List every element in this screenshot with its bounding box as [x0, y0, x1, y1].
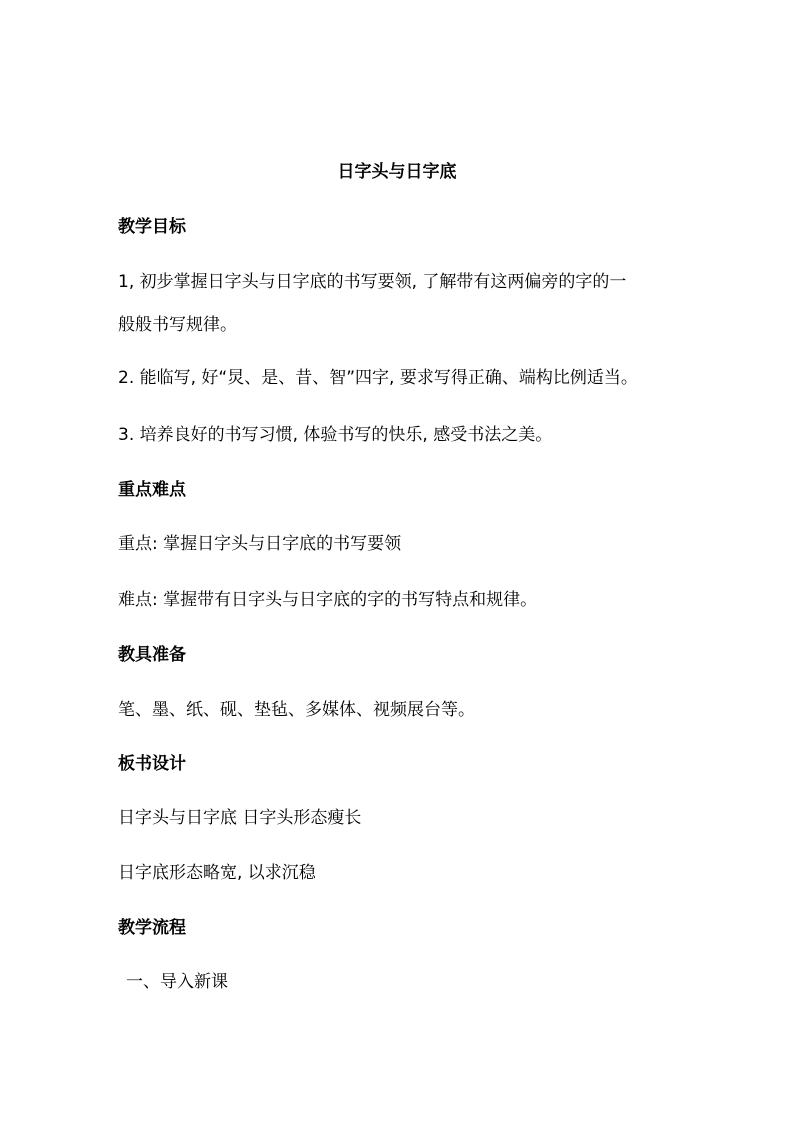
objective-2: 2. 能临写, 好“炅、是、昔、智”四字, 要求写得正确、端构比例适当。	[118, 368, 638, 388]
materials-text: 笔、墨、纸、砚、垫毡、多媒体、视频展台等。	[118, 700, 475, 720]
key-point-text: 重点: 掌握日字头与日字底的书写要领	[118, 534, 402, 554]
objectives-heading: 教学目标	[118, 217, 186, 237]
objective-1-line-1: 1, 初步掌握日字头与日字底的书写要领, 了解带有这两偏旁的字的一	[118, 272, 627, 292]
key-points-heading: 重点难点	[118, 480, 186, 500]
document-title: 日字头与日字底	[337, 162, 457, 182]
difficulty-text: 难点: 掌握带有日字头与日字底的字的书写特点和规律。	[118, 590, 538, 610]
process-heading: 教学流程	[118, 918, 186, 938]
board-design-line-2: 日字底形态略宽, 以求沉稳	[118, 863, 316, 883]
process-step-1: 一、导入新课	[126, 972, 228, 992]
objective-3: 3. 培养良好的书写习惯, 体验书写的快乐, 感受书法之美。	[118, 425, 553, 445]
materials-heading: 教具准备	[118, 645, 186, 665]
board-design-line-1: 日字头与日字底 日字头形态瘦长	[118, 808, 362, 828]
board-design-heading: 板书设计	[118, 754, 186, 774]
objective-1-line-2: 般般书写规律。	[118, 315, 237, 335]
